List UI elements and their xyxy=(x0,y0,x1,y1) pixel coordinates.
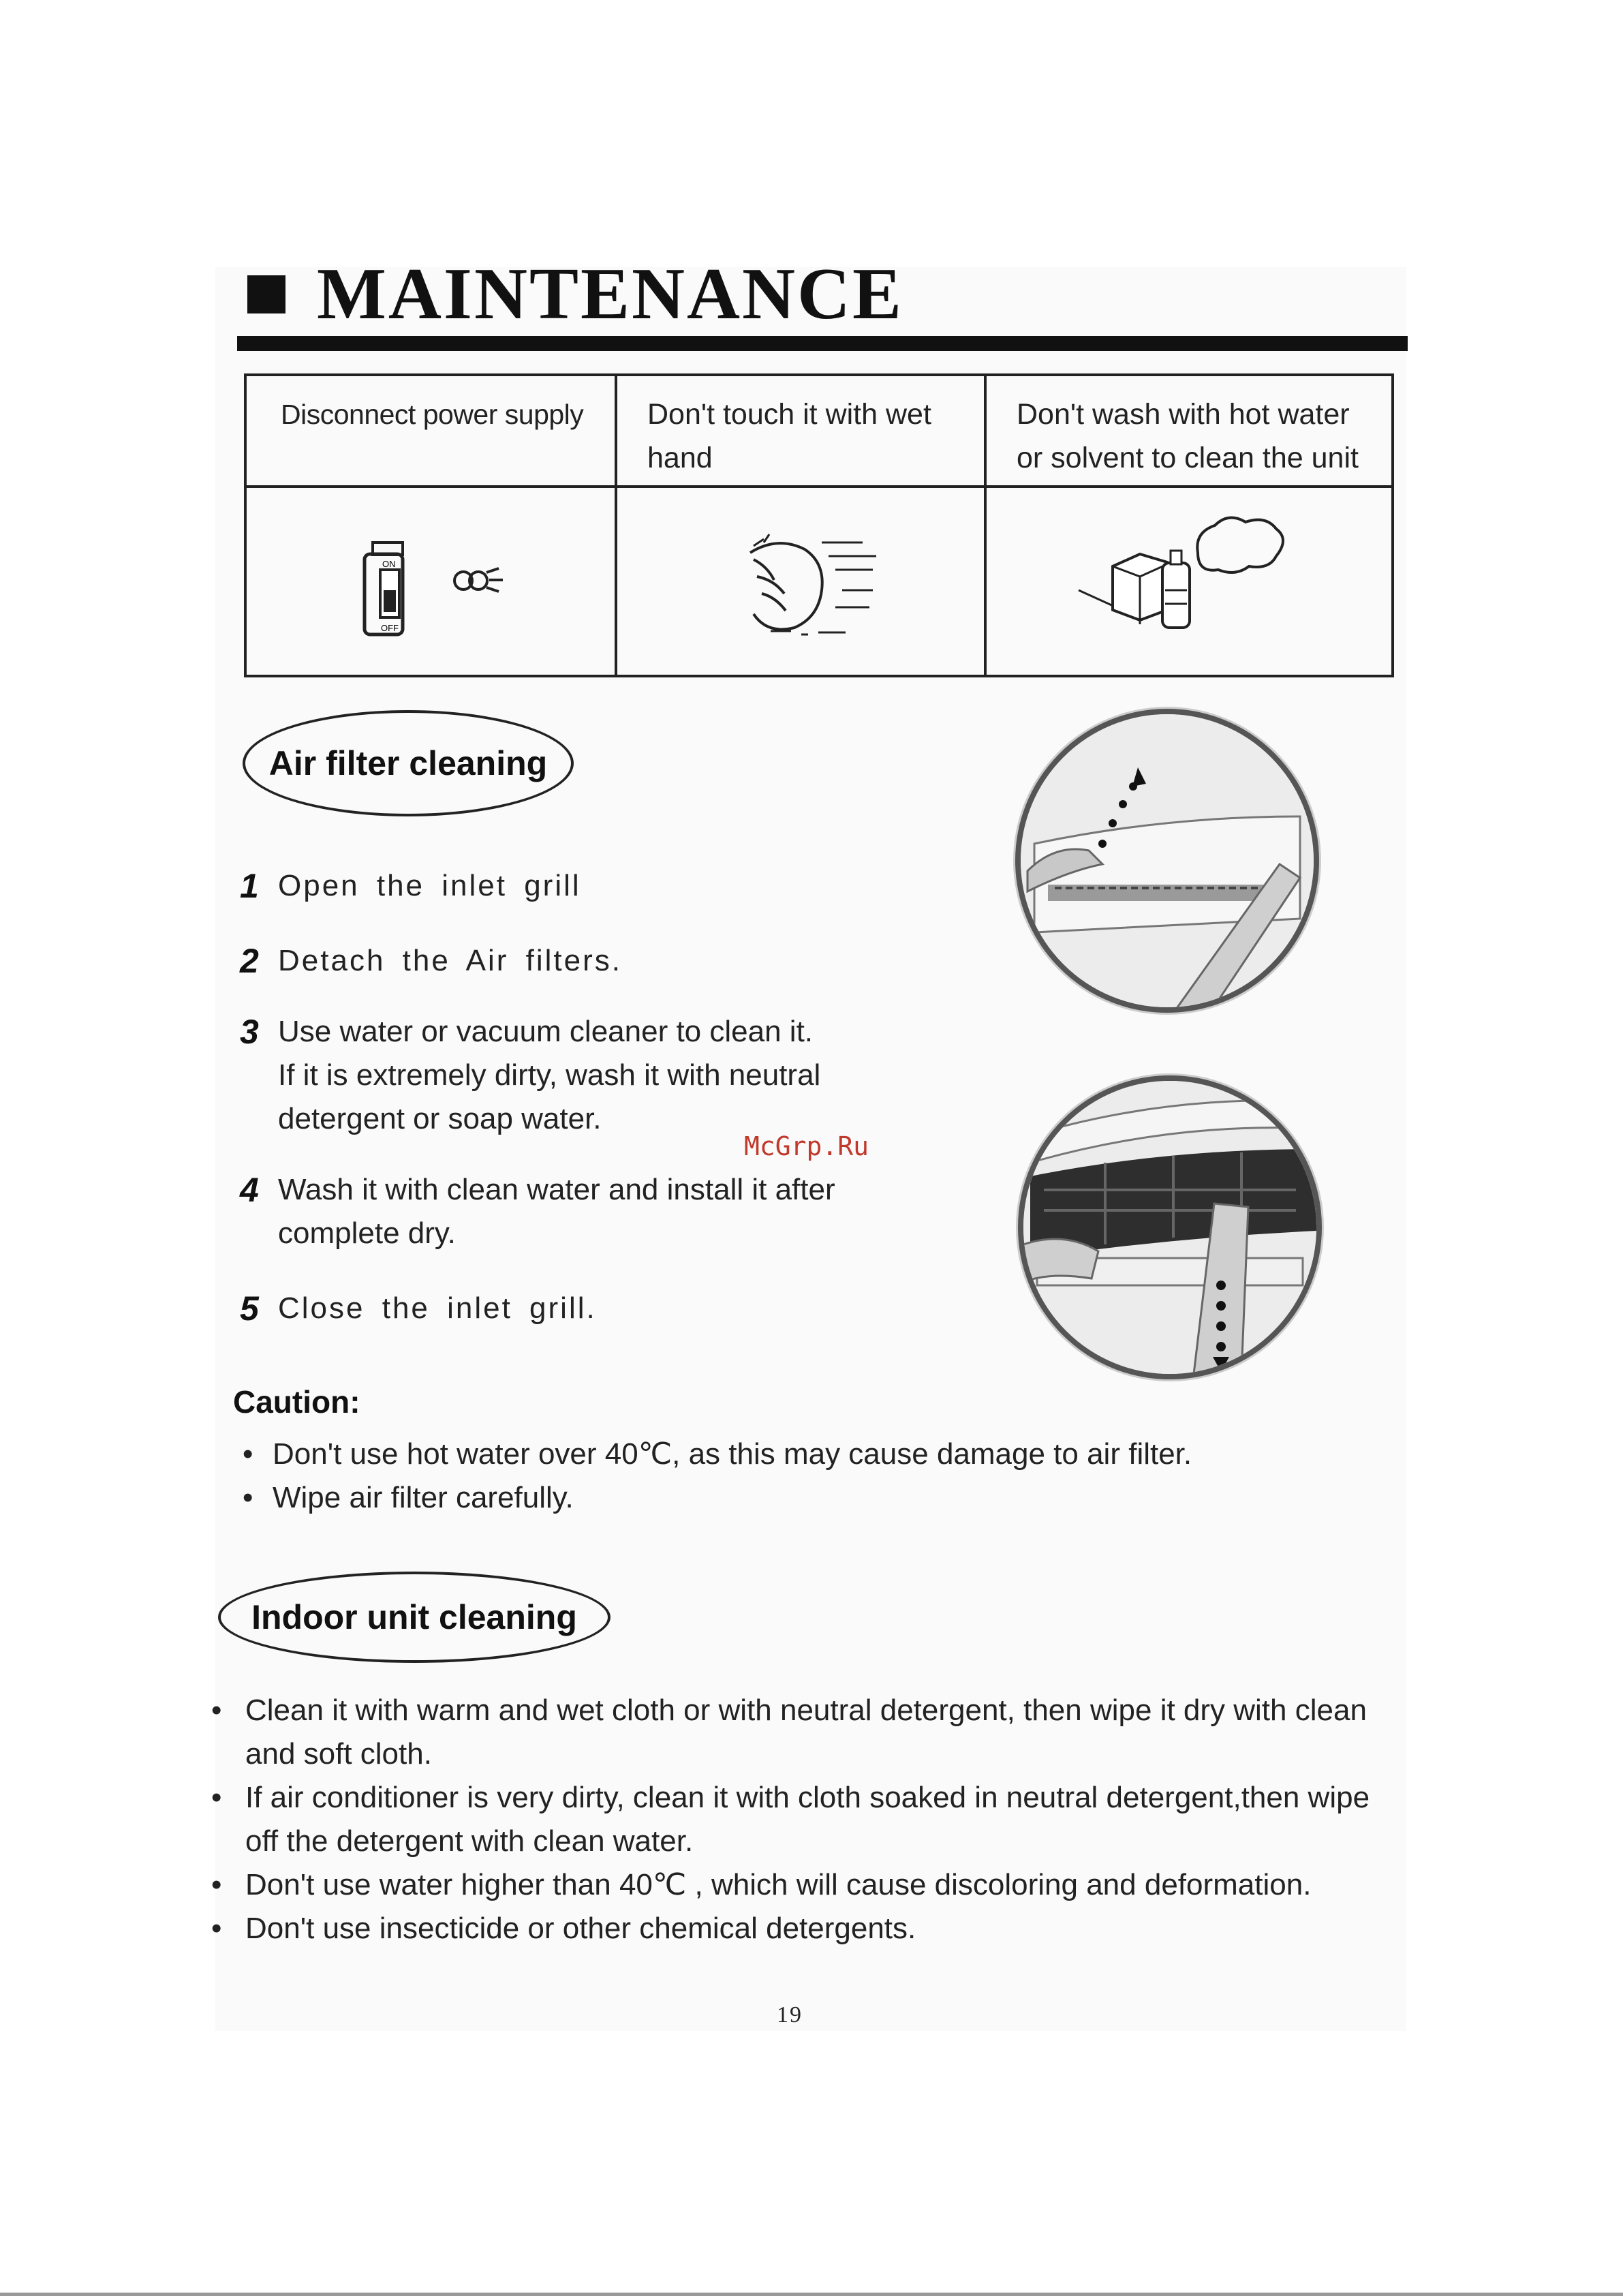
indoor-text: Don't use water higher than 40℃ , which will cause discoloring and deformation. xyxy=(245,1868,1312,1901)
warning-cell-wet-hand xyxy=(615,376,987,675)
watermark: McGrp.Ru xyxy=(744,1131,869,1161)
power-switch-icon xyxy=(247,488,617,675)
warning-text: Disconnect power supply xyxy=(281,399,584,430)
wet-hand-icon xyxy=(617,488,987,675)
bottom-border xyxy=(0,2293,1623,2296)
indoor-item xyxy=(211,1863,1397,1907)
warning-cell-power xyxy=(247,376,617,675)
step-number: 5 xyxy=(240,1289,259,1328)
warning-text: Don't wash with hot water or solvent to clean the unit xyxy=(1017,398,1359,474)
page-title xyxy=(247,254,904,335)
warning-text: Don't touch it with wet hand xyxy=(647,398,931,474)
bullet-icon: • xyxy=(211,1912,222,1945)
warning-table xyxy=(244,373,1394,677)
step-number: 2 xyxy=(240,942,259,980)
warning-cell-solvent xyxy=(984,376,1391,675)
bullet-icon: • xyxy=(211,1694,222,1727)
air-filter-heading-text: Air filter cleaning xyxy=(268,744,548,782)
open-inlet-grill-photo xyxy=(1015,709,1319,1013)
step-number: 3 xyxy=(240,1013,259,1051)
step-text: Detach the Air filters. xyxy=(278,944,622,977)
indoor-unit-heading-text: Indoor unit cleaning xyxy=(251,1598,577,1636)
indoor-item xyxy=(211,1907,1397,1950)
step-3 xyxy=(240,1010,820,1141)
step-number: 1 xyxy=(240,867,259,905)
switch-on-label: ON xyxy=(382,559,396,569)
step-4 xyxy=(240,1168,835,1255)
step-text: Close the inlet grill. xyxy=(278,1291,597,1325)
bullet-icon: • xyxy=(243,1437,253,1471)
detach-filter-photo xyxy=(1018,1075,1322,1379)
step-text: Use water or vacuum cleaner to clean it. If it is extremely dirty, wash it with neutral detergent or soap water. xyxy=(278,1015,821,1135)
title-divider xyxy=(237,336,1408,351)
bullet-icon: • xyxy=(243,1481,253,1514)
indoor-item xyxy=(211,1776,1397,1863)
indoor-text: Clean it with warm and wet cloth or with neutral detergent, then wipe it dry with clean and soft cloth. xyxy=(245,1694,1367,1771)
caution-text: Don't use hot water over 40℃, as this may cause damage to air filter. xyxy=(273,1437,1192,1471)
step-text: Open the inlet grill xyxy=(278,869,581,902)
indoor-unit-heading xyxy=(218,1572,610,1663)
page-number: 19 xyxy=(777,2002,803,2027)
indoor-text: If air conditioner is very dirty, clean it with cloth soaked in neutral detergent,then wipe off the detergent with clean water. xyxy=(245,1781,1370,1858)
step-text: Wash it with clean water and install it after complete dry. xyxy=(278,1173,835,1250)
bullet-icon: • xyxy=(211,1781,222,1814)
step-1 xyxy=(240,864,581,908)
step-5 xyxy=(240,1287,597,1330)
switch-off-label: OFF xyxy=(381,623,399,633)
air-filter-heading xyxy=(243,710,574,816)
indoor-text: Don't use insecticide or other chemical detergents. xyxy=(245,1912,916,1945)
caution-title: Caution: xyxy=(233,1384,360,1420)
step-number: 4 xyxy=(240,1171,259,1209)
title-text: MAINTENANCE xyxy=(317,254,904,335)
caution-item xyxy=(243,1476,574,1520)
step-2 xyxy=(240,939,622,983)
bullet-icon: • xyxy=(211,1868,222,1901)
caution-text: Wipe air filter carefully. xyxy=(273,1481,574,1514)
indoor-item xyxy=(211,1689,1397,1776)
solvent-bottles-icon xyxy=(987,488,1391,675)
caution-item xyxy=(243,1433,1192,1476)
title-square-icon xyxy=(247,275,285,313)
